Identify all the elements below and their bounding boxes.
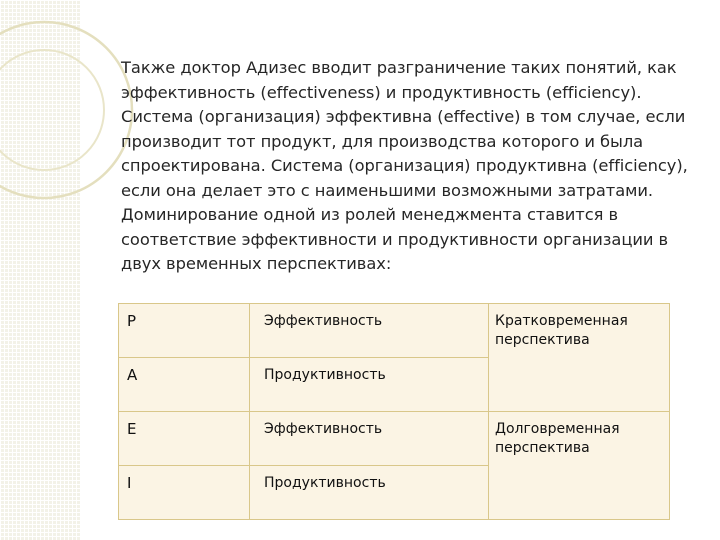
role-cell: I <box>119 466 250 520</box>
role-cell: E <box>119 412 250 466</box>
table-row <box>119 304 670 358</box>
metric-cell: Эффективность <box>250 412 489 466</box>
role-cell: P <box>119 304 250 358</box>
decorative-ring-outer <box>0 22 132 198</box>
metric-cell: Продуктивность <box>250 466 489 520</box>
horizon-cell-long-term: Долговременная перспектива <box>489 412 670 520</box>
decorative-ring-inner <box>0 50 104 170</box>
role-cell: A <box>119 358 250 412</box>
metric-cell: Эффективность <box>250 304 489 358</box>
metric-cell: Продуктивность <box>250 358 489 412</box>
table-row <box>119 412 670 466</box>
body-paragraph: Также доктор Адизес вводит разграничение таких понятий, как эффективность (effectiveness) и продуктивность (efficiency). Система (организация) эффективна (effective) в том случае, если производит тот продукт, для производства которого и была спроектирована. Система (организация) продуктивна (efficiency), если она делает это с наименьшими возможными затратами. Доминирование одной из ролей менеджмента ставится в соответствие эффективности и продуктивности организации в двух временных перспективах: <box>121 58 688 273</box>
horizon-cell-short-term: Кратковременная перспектива <box>489 304 670 412</box>
roles-table <box>118 303 670 520</box>
